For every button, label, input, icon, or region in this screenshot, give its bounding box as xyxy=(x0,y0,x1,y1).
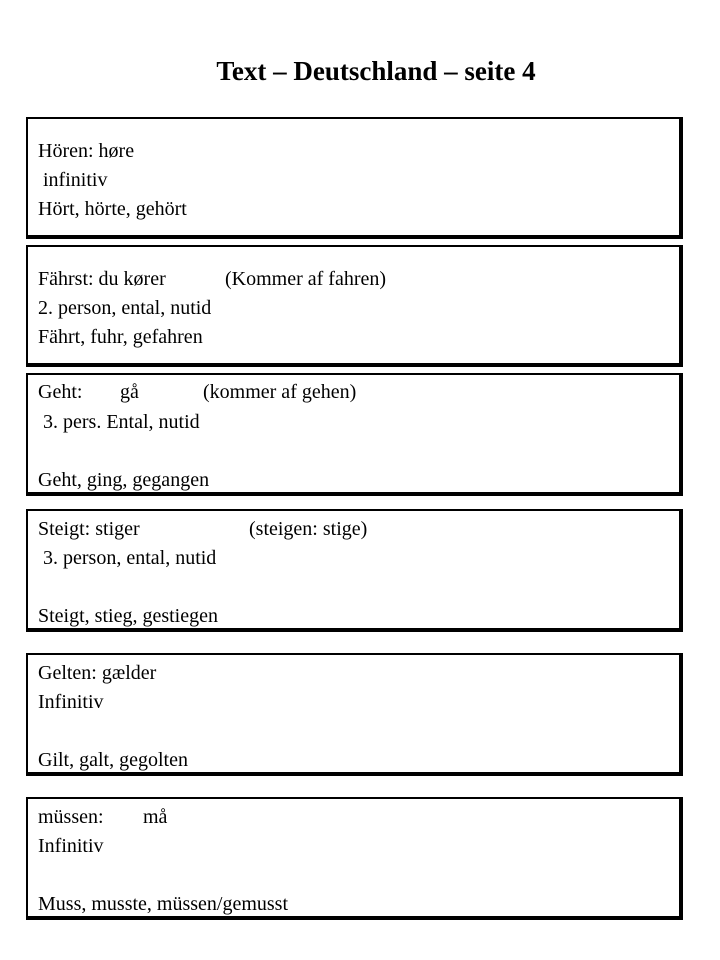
card-line-3: Geht, ging, gegangen xyxy=(38,469,210,491)
card-word: müssen: xyxy=(38,806,104,828)
card-line-3: Steigt, stieg, gestiegen xyxy=(38,605,218,627)
card-word: Geht: xyxy=(38,381,83,403)
card-line-1: Hören: høre xyxy=(38,140,135,162)
card-line-3: Fährt, fuhr, gefahren xyxy=(38,326,203,348)
card-note: (kommer af gehen) xyxy=(203,381,357,403)
card-faehrst xyxy=(26,245,683,367)
card-line-2: Infinitiv xyxy=(38,691,104,713)
card-muessen xyxy=(26,797,683,920)
card-line-1: Gelten: gælder xyxy=(38,662,157,684)
card-line-2: Infinitiv xyxy=(38,835,104,857)
card-note: (Kommer af fahren) xyxy=(225,268,387,290)
card-word: Steigt: stiger xyxy=(38,518,140,540)
card-note: (steigen: stige) xyxy=(249,518,368,540)
card-hoeren xyxy=(26,117,683,239)
card-line-3: Muss, musste, müssen/gemusst xyxy=(38,893,289,915)
card-line-3: Gilt, galt, gegolten xyxy=(38,749,188,771)
card-meaning: gå xyxy=(120,381,139,403)
card-line-2: 3. pers. Ental, nutid xyxy=(43,411,200,433)
card-line-2: 3. person, ental, nutid xyxy=(43,547,217,569)
page-title: Text – Deutschland – seite 4 xyxy=(216,56,536,86)
card-gelten xyxy=(26,653,683,776)
card-line-2: 2. person, ental, nutid xyxy=(38,297,212,319)
card-steigt xyxy=(26,509,683,632)
card-word: Fährst: du kører xyxy=(38,268,166,290)
card-line-3: Hört, hörte, gehört xyxy=(38,198,187,220)
card-line-2: infinitiv xyxy=(43,169,108,191)
card-meaning: må xyxy=(143,806,168,828)
card-geht xyxy=(26,373,683,496)
